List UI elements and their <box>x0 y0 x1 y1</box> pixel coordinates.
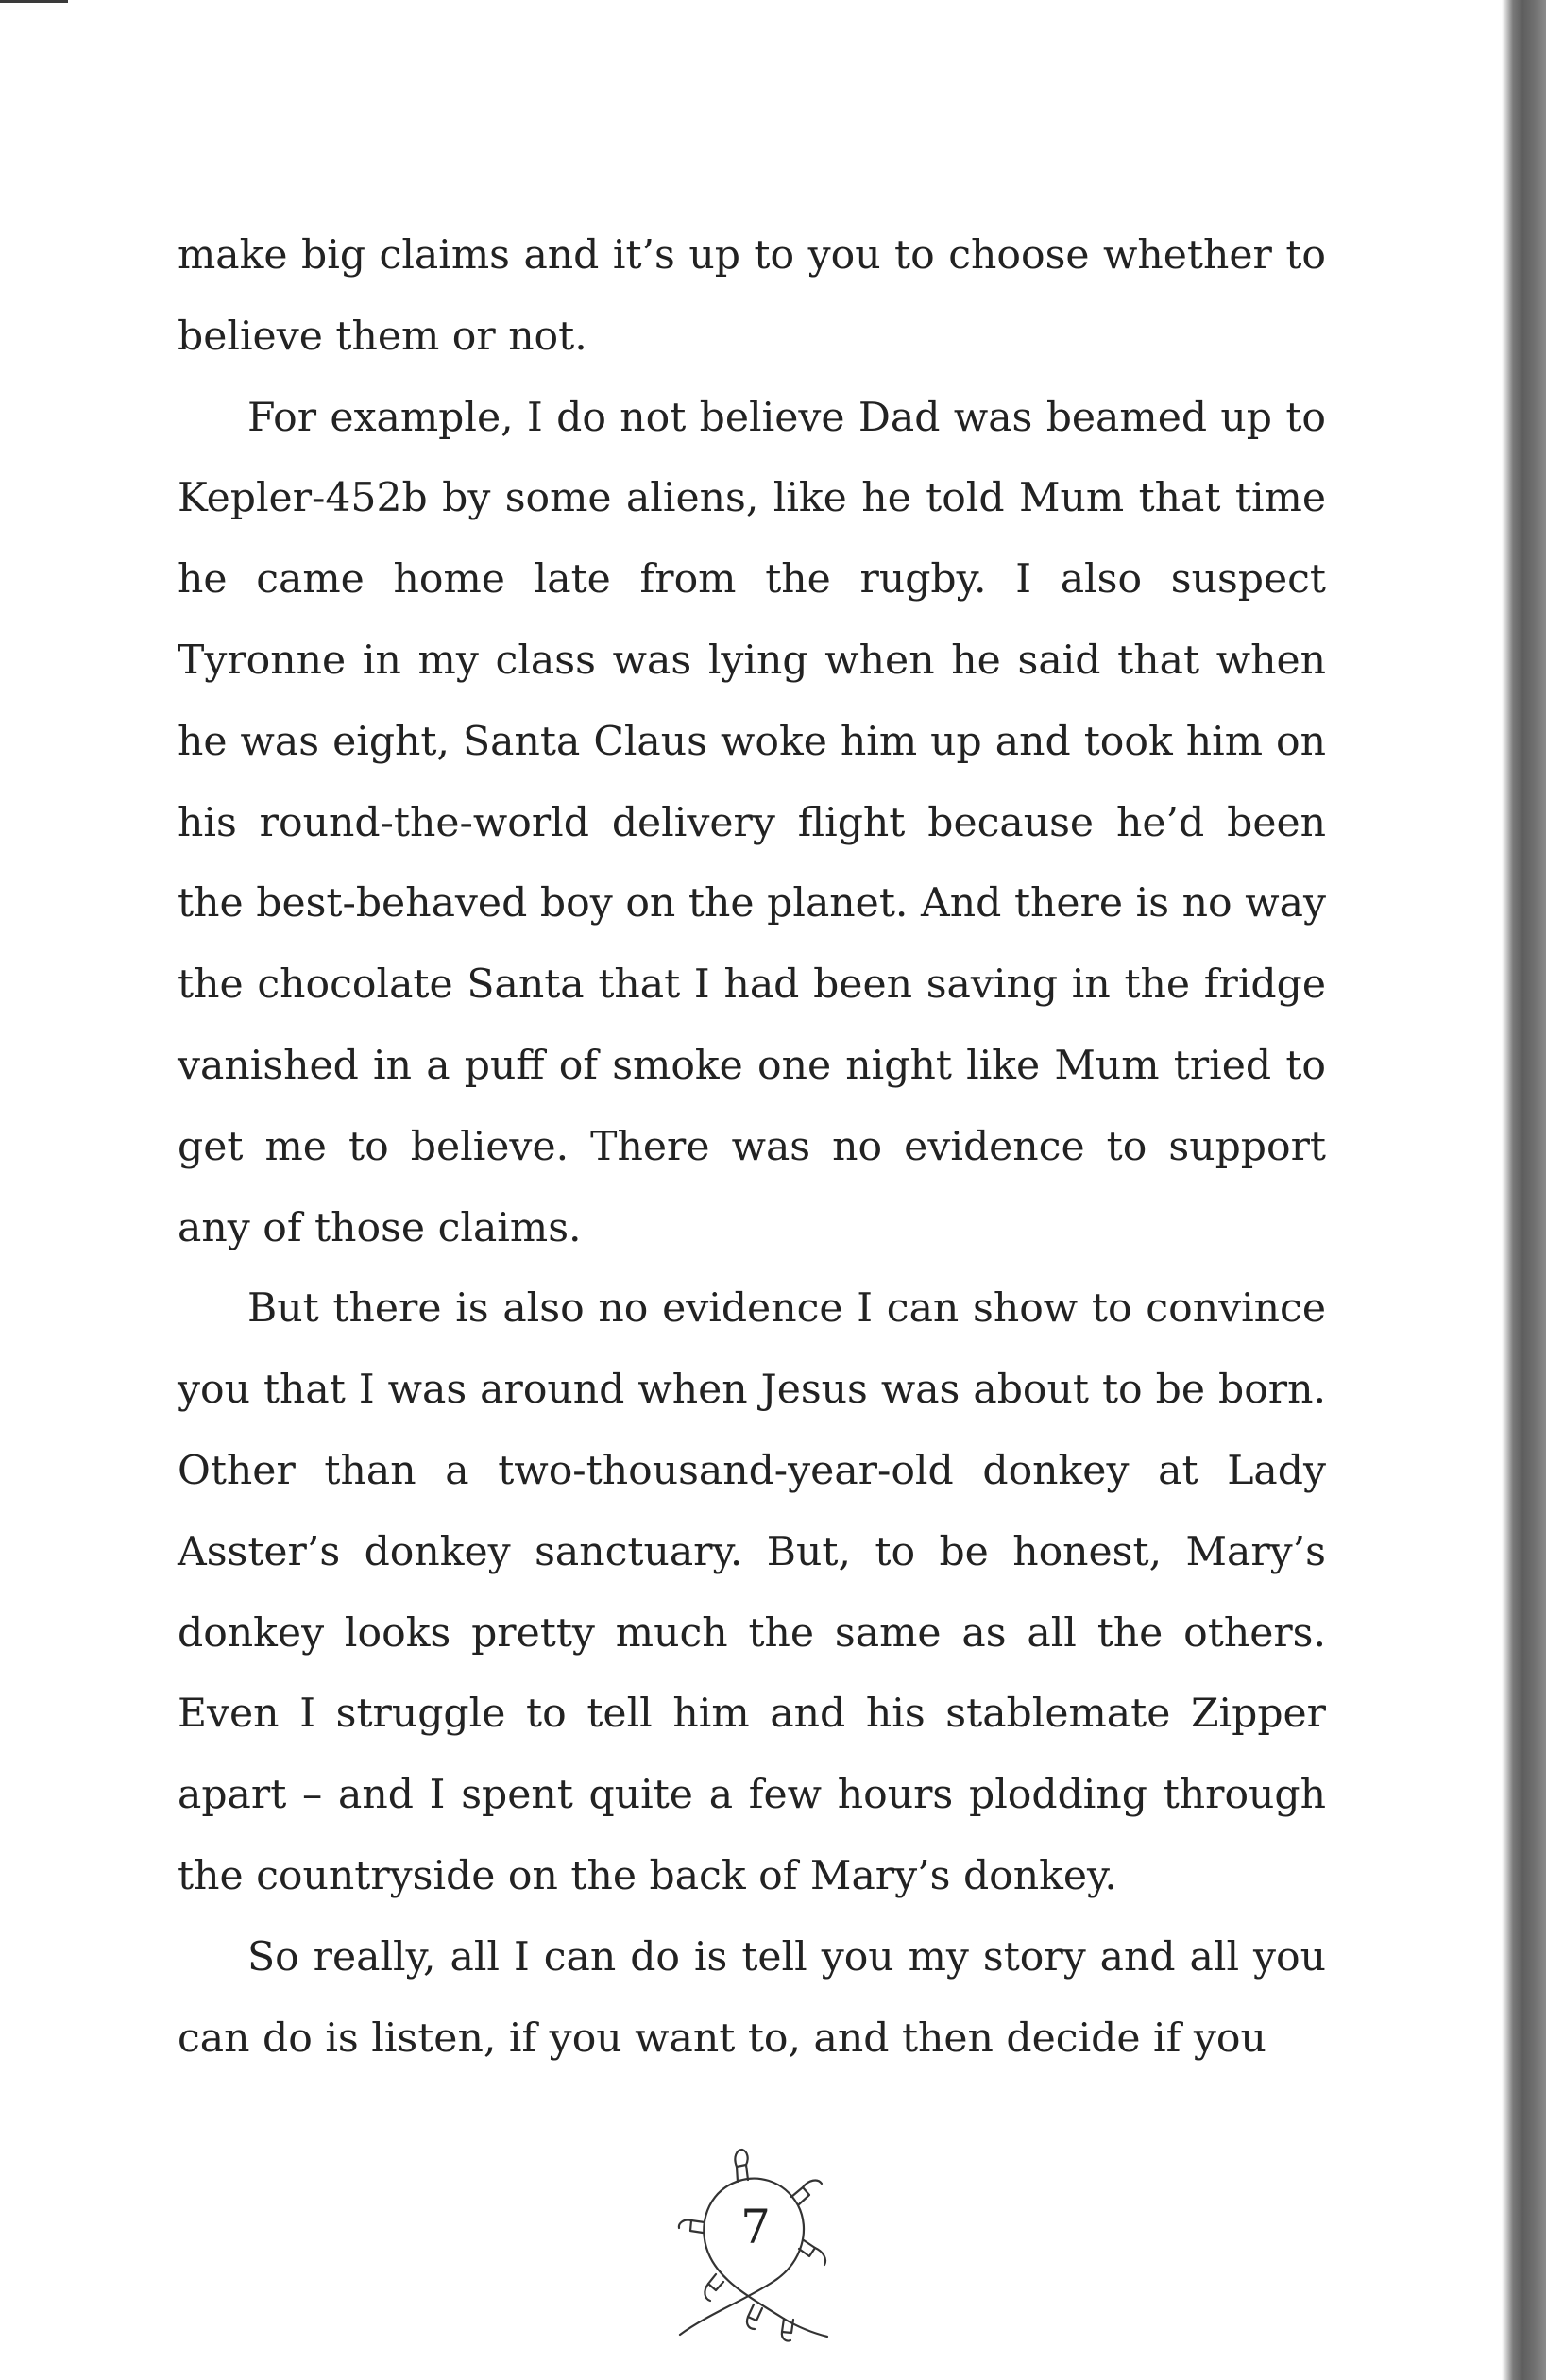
page-number: 7 <box>740 2200 771 2254</box>
paragraph-no-evidence: But there is also no evidence I can show to convince you that I was around when Jesus was about to be born. Other than a two-thousand-year-old donkey at Lady Asster’s donkey sanctuary. But, to be honest, Mary’s donkey looks pretty much the same as all the others. Even I struggle to tell him and his stablemate Zipper apart – and I spent quite a few hours plodding through the countryside on the back of Mary’s donkey. <box>178 1285 1326 1899</box>
page-folio <box>642 2125 869 2352</box>
top-rule <box>0 0 68 3</box>
paragraph-tell-story: So really, all I can do is tell you my story and all you can do is listen, if you want to, and then decide if you <box>178 1933 1326 2062</box>
page-edge-shadow <box>1502 0 1546 2380</box>
paragraph-continued: make big claims and it’s up to you to choose whether to believe them or not. <box>178 232 1326 360</box>
body-text <box>178 215 1326 2079</box>
paragraph-claims-examples: For example, I do not believe Dad was beamed up to Kepler-452b by some aliens, like he told Mum that time he came home late from the rugby. I also suspect Tyronne in my class was lying when he said that when he was eight, Santa Claus woke him up and took him on his round-the-world delivery flight because he’d been the best-behaved boy on the planet. And there is no way the chocolate Santa that I had been saving in the fridge vanished in a puff of smoke one night like Mum tried to get me to believe. There was no evidence to support any of those claims. <box>178 394 1326 1251</box>
